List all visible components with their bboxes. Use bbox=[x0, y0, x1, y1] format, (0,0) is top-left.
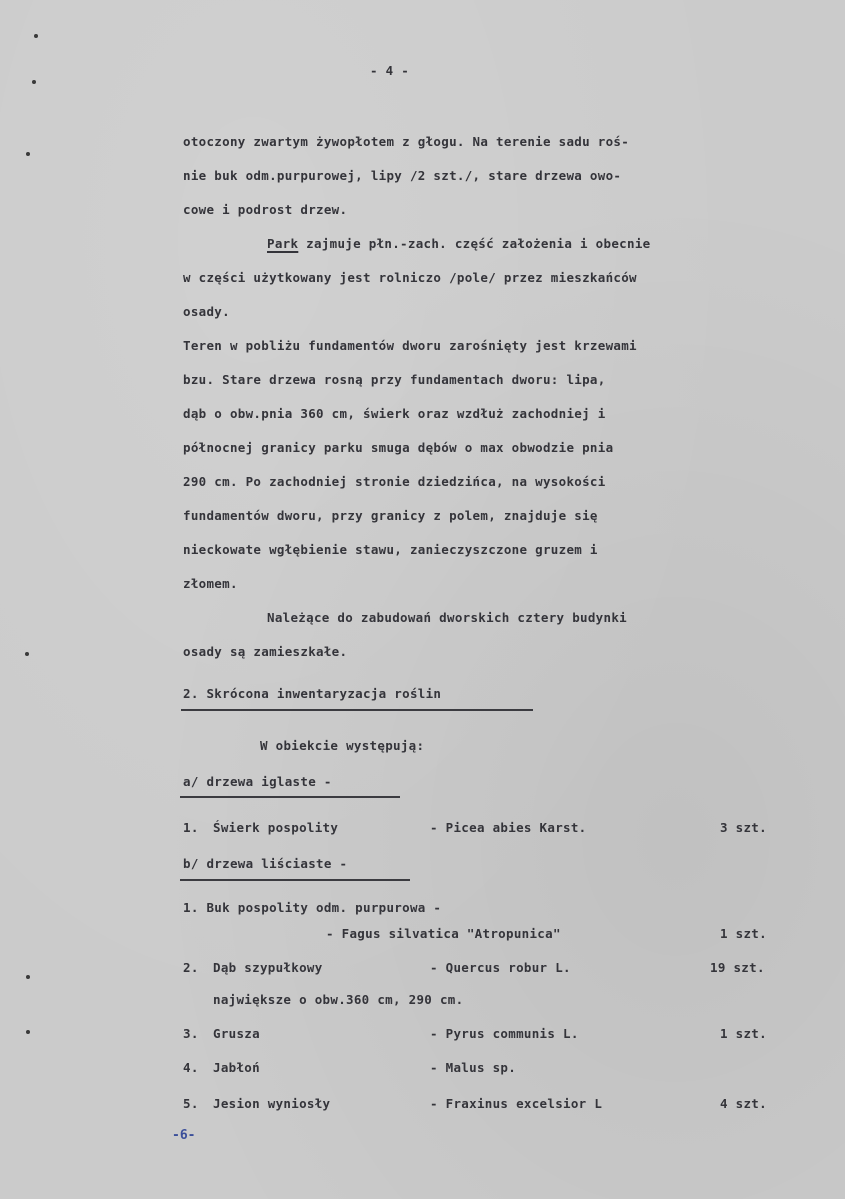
body-line: w części użytkowany jest rolniczo /pole/ przez mieszkańców bbox=[183, 270, 637, 285]
plant-latin: - Picea abies Karst. bbox=[430, 820, 587, 835]
body-line: fundamentów dworu, przy granicy z polem, znajduje się bbox=[183, 508, 598, 523]
plant-name: Jesion wyniosły bbox=[213, 1096, 331, 1111]
plant-number: 2. bbox=[183, 960, 199, 975]
deciduous-underline bbox=[180, 879, 410, 881]
plant-name: Grusza bbox=[213, 1026, 260, 1041]
plant-latin: - Malus sp. bbox=[430, 1060, 517, 1075]
plant-count: 1 szt. bbox=[720, 926, 767, 941]
binder-hole bbox=[26, 975, 30, 979]
heading-underline bbox=[181, 709, 533, 711]
deciduous-heading: b/ drzewa liściaste - bbox=[183, 856, 348, 871]
body-line: cowe i podrost drzew. bbox=[183, 202, 348, 217]
binder-hole bbox=[34, 34, 38, 38]
handwritten-page-mark: -6- bbox=[172, 1128, 196, 1143]
plant-latin: - Fagus silvatica "Atropunica" bbox=[326, 926, 561, 941]
plant-number: 5. bbox=[183, 1096, 199, 1111]
plant-number: 3. bbox=[183, 1026, 199, 1041]
body-line: Należące do zabudowań dworskich cztery budynki bbox=[267, 610, 627, 625]
plant-name: Jabłoń bbox=[213, 1060, 260, 1075]
binder-hole bbox=[26, 1030, 30, 1034]
plant-number: 1. bbox=[183, 820, 199, 835]
plant-count: 4 szt. bbox=[720, 1096, 767, 1111]
body-line: nie buk odm.purpurowej, lipy /2 szt./, stare drzewa owo- bbox=[183, 168, 622, 183]
plant-name: Świerk pospolity bbox=[213, 820, 339, 835]
plant-count: 19 szt. bbox=[710, 960, 765, 975]
body-line: złomem. bbox=[183, 576, 238, 591]
body-line: północnej granicy parku smuga dębów o max obwodzie pnia bbox=[183, 440, 614, 455]
plant-entry: 1. Buk pospolity odm. purpurowa - bbox=[183, 900, 442, 915]
body-line: Teren w pobliżu fundamentów dworu zarośnięty jest krzewami bbox=[183, 338, 637, 353]
intro-line: W obiekcie występują: bbox=[260, 738, 425, 753]
plant-name: Dąb szypułkowy bbox=[213, 960, 323, 975]
section-heading: 2. Skrócona inwentaryzacja roślin bbox=[183, 686, 442, 701]
body-line: otoczony zwartym żywopłotem z głogu. Na terenie sadu roś- bbox=[183, 134, 630, 149]
plant-latin: - Fraxinus excelsior L bbox=[430, 1096, 603, 1111]
body-line: osady są zamieszkałe. bbox=[183, 644, 348, 659]
body-line: osady. bbox=[183, 304, 230, 319]
binder-hole bbox=[26, 152, 30, 156]
binder-hole bbox=[25, 652, 29, 656]
body-line: Park zajmuje płn.-zach. część założenia i obecnie bbox=[267, 236, 651, 251]
page-number: - 4 - bbox=[370, 63, 410, 78]
conifers-underline bbox=[180, 796, 400, 798]
plant-latin: - Quercus robur L. bbox=[430, 960, 571, 975]
binder-hole bbox=[32, 80, 36, 84]
body-line: bzu. Stare drzewa rosną przy fundamentach dworu: lipa, bbox=[183, 372, 606, 387]
plant-note: największe o obw.360 cm, 290 cm. bbox=[213, 992, 464, 1007]
plant-count: 1 szt. bbox=[720, 1026, 767, 1041]
body-line: nieckowate wgłębienie stawu, zanieczyszczone gruzem i bbox=[183, 542, 598, 557]
body-line: dąb o obw.pnia 360 cm, świerk oraz wzdłuż zachodniej i bbox=[183, 406, 606, 421]
body-line: 290 cm. Po zachodniej stronie dziedzińca, na wysokości bbox=[183, 474, 606, 489]
plant-latin: - Pyrus communis L. bbox=[430, 1026, 579, 1041]
plant-count: 3 szt. bbox=[720, 820, 767, 835]
plant-number: 4. bbox=[183, 1060, 199, 1075]
conifers-heading: a/ drzewa iglaste - bbox=[183, 774, 332, 789]
